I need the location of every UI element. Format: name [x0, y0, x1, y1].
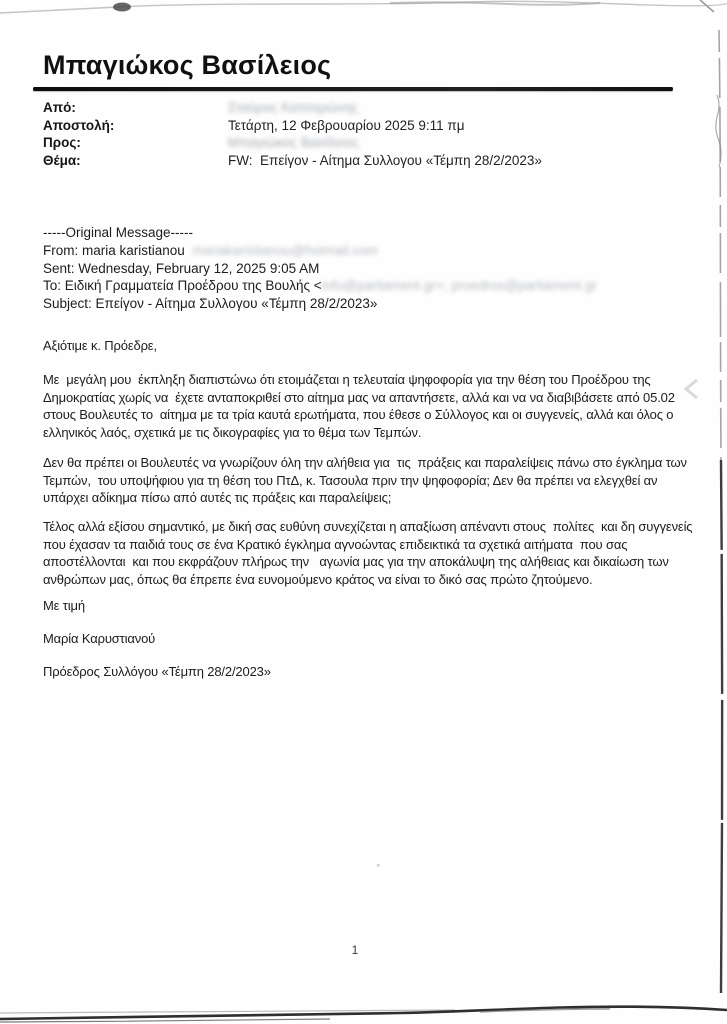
field-label-sent: Αποστολή:: [43, 117, 115, 133]
field-label-from: Από:: [43, 100, 76, 115]
original-message-to-line: [43, 277, 597, 295]
field-label-to: Προς:: [43, 135, 81, 150]
title-underline-rule: [33, 87, 673, 91]
field-row-sent: [43, 117, 542, 135]
field-row-to: [43, 134, 542, 152]
to-line-text: To: Ειδική Γραμματεία Προέδρου της Βουλής <: [43, 278, 322, 294]
scan-right-edge-line: [719, 30, 721, 460]
scan-speck: [377, 864, 380, 867]
field-label-subject: Θέμα:: [43, 152, 81, 168]
original-message-from-line: [43, 242, 597, 260]
scan-top-edge-line: [0, 1, 727, 13]
field-value-from-redacted: Σταύρος Κατσορώνης: [228, 100, 359, 115]
closing-line: Με τιμή: [43, 598, 85, 613]
original-message-separator: -----Original Message-----: [43, 225, 194, 240]
scan-bottom-edge-line: [0, 1007, 727, 1019]
page-number: 1: [351, 943, 359, 957]
from-line-text: From: maria karistianou: [43, 242, 185, 258]
field-value-subject: FW: Επείγον - Αίτημα Συλλογου «Τέμπη 28/2/2023»: [228, 152, 542, 168]
field-value-to-redacted: Μπαγιώκος Βασίλειος: [228, 135, 359, 150]
salutation: Αξιότιμε κ. Πρόεδρε,: [43, 338, 157, 353]
original-message-sent-line: Sent: Wednesday, February 12, 2025 9:05 AM: [43, 260, 320, 276]
field-value-sent: Τετάρτη, 12 Φεβρουαρίου 2025 9:11 πμ: [228, 117, 465, 133]
page-title: Μπαγιώκος Βασίλειος: [43, 50, 332, 80]
original-message-block: [43, 224, 597, 313]
email-header-fields: [43, 99, 542, 169]
scan-top-edge-blob: [113, 3, 131, 12]
from-line-email-redacted: mariakaristianou@hotmail.com: [184, 242, 378, 258]
signature-name: Μαρία Καρυστιανού: [43, 631, 156, 646]
to-line-email-redacted-1: info@parliament.gr>;: [321, 278, 448, 294]
body-paragraph-1: Με μεγάλη μου έκπληξη διαπιστώνω ότι ετοιμάζεται η τελευταία ψηφοφορία για την θέση του Προέδρου της Δημοκρατίας χωρίς να έχετε ανταποκριθεί στο αίτημα μας να απαντήσετε, αλλά και να να διαβιβάσετε από 05.02 στους Βουλευτές το αίτημα με τα τρία καυτά ερωτήματα, που έθεσε ο Σύλλογος και οι συγγενείς, αλλά και όλος ο ελληνικός λαός, σχετικά με τις δικογραφίες για το θέμα των Τεμπών.: [43, 372, 679, 440]
original-message-subject-line: Subject: Επείγον - Αίτημα Συλλογου «Τέμπη 28/2/2023»: [43, 296, 378, 312]
body-paragraph-3: Τέλος αλλά εξίσου σημαντικό, με δική σας ευθύνη συνεχίζεται η απαξίωση απέναντι στους πολίτες και δη συγγενείς που έχασαν τα παιδιά τους σε ένα Κρατικό έγκλημα αγνοώντας επιδεικτικά τα σχετικά αιτήματα που σας αποστέλλονται και που εκφράζουν πλήρως την αγωνία μας για την αποκάλυψη της αλήθειας και δικαίωση των ανθρώπων μας, όπως θα έπρεπε ένα ευνομούμενο κράτος να είναι το δικό σας πρώτο ζητούμενο.: [43, 519, 700, 587]
body-paragraph-2: Δεν θα πρέπει οι Βουλευτές να γνωρίζουν όλη την αλήθεια για τις πράξεις και παραλείψεις πάνω στο έγκλημα των Τεμπών, του υποψήφιου για τη θέση του ΠτΔ, κ. Τασουλα πριν την ψηφοφορία; Δεν θα πρέπει να ελεγχθεί αν υπάρχει αδίκημα πίσω από αυτές τις πράξεις και παραλείψεις;: [43, 455, 691, 505]
field-row-from: [43, 99, 542, 117]
field-row-subject: [43, 152, 542, 170]
to-line-email-redacted-2: proedros@parliament.gr: [447, 278, 598, 294]
signature-title: Πρόεδρος Συλλόγου «Τέμπη 28/2/2023»: [43, 664, 271, 679]
